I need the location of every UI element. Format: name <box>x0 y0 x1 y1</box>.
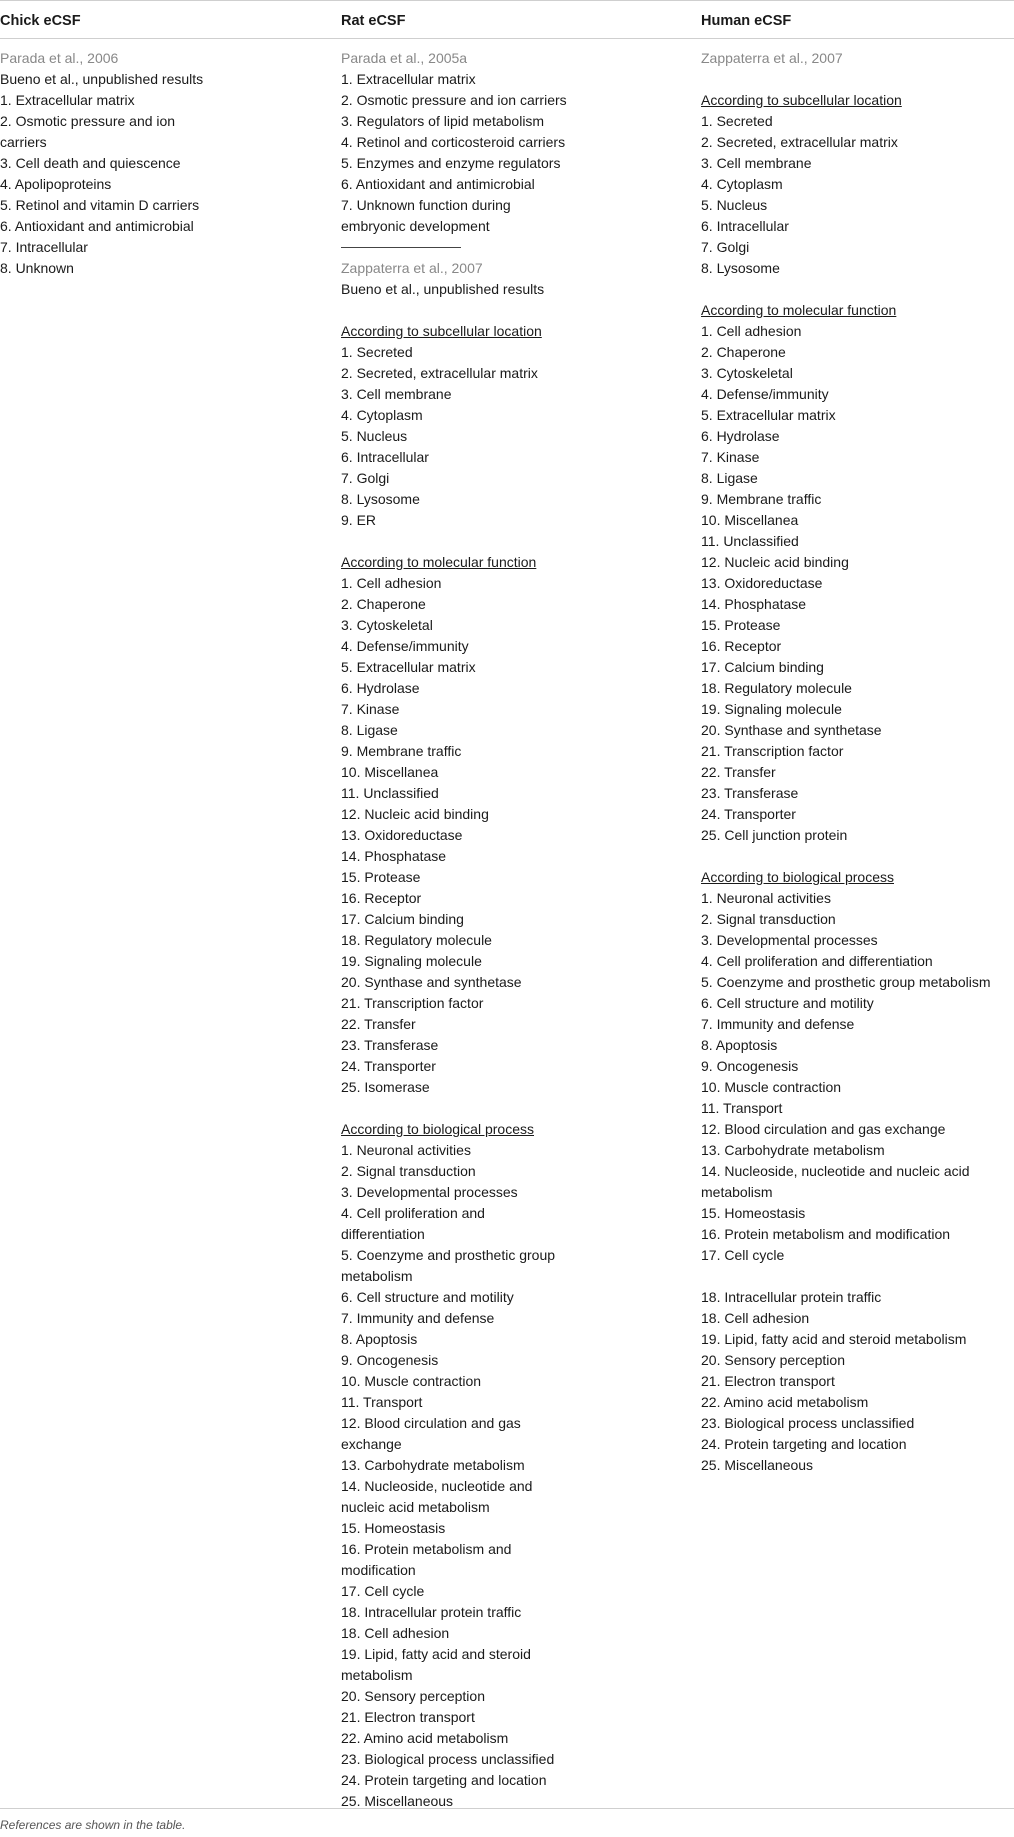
list-item: 5. Enzymes and enzyme regulators <box>341 155 561 171</box>
list-item: 10. Miscellanea <box>341 764 439 780</box>
list-item: 11. Transport <box>341 1394 423 1410</box>
list-item: 13. Oxidoreductase <box>701 575 823 591</box>
list-item: 4. Cell proliferation and differentiation <box>701 953 933 969</box>
list-item: 1. Neuronal activities <box>701 890 831 906</box>
list-item: 2. Osmotic pressure and ion <box>0 113 176 129</box>
divider-line <box>341 247 461 248</box>
spacer <box>701 1266 1014 1287</box>
list-item: 4. Defense/immunity <box>701 386 829 402</box>
list-item: 1. Secreted <box>341 344 413 360</box>
list-item: 3. Developmental processes <box>701 932 878 948</box>
table-bottom-rule <box>0 1808 1014 1809</box>
list-item: 4. Retinol and corticosteroid carriers <box>341 134 566 150</box>
list-item: 18. Intracellular protein traffic <box>341 1604 522 1620</box>
list-item: 5. Nucleus <box>341 428 408 444</box>
list-item: 6. Hydrolase <box>341 680 420 696</box>
list-item: 20. Synthase and synthetase <box>341 974 522 990</box>
list-item: 23. Transferase <box>341 1037 439 1053</box>
reference-citation: Zappaterra et al., 2007 <box>701 50 843 66</box>
list-item: 18. Regulatory molecule <box>341 932 492 948</box>
list-item: 12. Nucleic acid binding <box>341 806 489 822</box>
list-item: 5. Nucleus <box>701 197 768 213</box>
list-item: 7. Kinase <box>701 449 760 465</box>
list-item: 15. Homeostasis <box>701 1205 806 1221</box>
list-item: Bueno et al., unpublished results <box>341 281 545 297</box>
list-item: 19. Lipid, fatty acid and steroid <box>341 1646 531 1662</box>
list-item: 11. Transport <box>701 1100 783 1116</box>
category-heading: According to subcellular location <box>341 323 542 339</box>
list-item: 22. Transfer <box>701 764 776 780</box>
list-item: 10. Muscle contraction <box>701 1079 842 1095</box>
list-item: 8. Apoptosis <box>341 1331 418 1347</box>
table-header-row <box>0 0 1014 39</box>
list-item: nucleic acid metabolism <box>341 1499 490 1515</box>
list-item: 2. Secreted, extracellular matrix <box>701 134 898 150</box>
list-item: 21. Electron transport <box>341 1709 475 1725</box>
list-item: 10. Miscellanea <box>701 512 799 528</box>
list-item: exchange <box>341 1436 402 1452</box>
list-item: 21. Transcription factor <box>701 743 844 759</box>
category-heading: According to subcellular location <box>701 92 902 108</box>
list-item: 17. Calcium binding <box>341 911 464 927</box>
list-item: 22. Amino acid metabolism <box>341 1730 509 1746</box>
reference-citation: Parada et al., 2006 <box>0 50 119 66</box>
list-item: 24. Transporter <box>701 806 796 822</box>
list-item: 15. Protease <box>701 617 781 633</box>
list-item: 13. Carbohydrate metabolism <box>701 1142 885 1158</box>
list-item: 9. Oncogenesis <box>701 1058 799 1074</box>
list-item: 14. Nucleoside, nucleotide and nucleic acid <box>701 1163 970 1179</box>
list-item: 12. Nucleic acid binding <box>701 554 849 570</box>
list-item: 17. Cell cycle <box>341 1583 425 1599</box>
list-item: 6. Antioxidant and antimicrobial <box>0 218 194 234</box>
spacer <box>341 1098 691 1119</box>
list-item: metabolism <box>341 1667 413 1683</box>
header-human: Human eCSF <box>701 13 792 29</box>
list-item: 5. Coenzyme and prosthetic group metabolism <box>701 974 991 990</box>
category-heading: According to biological process <box>701 869 894 885</box>
list-item: 1. Neuronal activities <box>341 1142 471 1158</box>
list-item: 8. Unknown <box>0 260 74 276</box>
list-item: 24. Protein targeting and location <box>341 1772 547 1788</box>
list-item: 22. Amino acid metabolism <box>701 1394 869 1410</box>
list-item: 1. Cell adhesion <box>701 323 802 339</box>
list-item: 4. Cytoplasm <box>341 407 423 423</box>
list-item: 8. Lysosome <box>701 260 780 276</box>
list-item: 8. Apoptosis <box>701 1037 778 1053</box>
list-item: 23. Biological process unclassified <box>341 1751 555 1767</box>
list-item: 9. Oncogenesis <box>341 1352 439 1368</box>
list-item: 7. Unknown function during <box>341 197 511 213</box>
list-item: 21. Electron transport <box>701 1373 835 1389</box>
list-item: 17. Cell cycle <box>701 1247 785 1263</box>
list-item: 12. Blood circulation and gas <box>341 1415 521 1431</box>
list-item: 8. Ligase <box>341 722 398 738</box>
spacer <box>701 69 1014 90</box>
list-item: 24. Transporter <box>341 1058 436 1074</box>
list-item: 16. Receptor <box>701 638 782 654</box>
list-item: 25. Isomerase <box>341 1079 430 1095</box>
category-heading: According to molecular function <box>701 302 897 318</box>
list-item: 2. Chaperone <box>701 344 786 360</box>
list-item: 20. Synthase and synthetase <box>701 722 882 738</box>
human-column <box>701 48 1014 1476</box>
list-item: 20. Sensory perception <box>701 1352 845 1368</box>
list-item: 1. Cell adhesion <box>341 575 442 591</box>
spacer <box>341 531 691 552</box>
list-item: 6. Cell structure and motility <box>701 995 874 1011</box>
list-item: 19. Signaling molecule <box>701 701 842 717</box>
spacer <box>341 300 691 321</box>
list-item: 16. Receptor <box>341 890 422 906</box>
list-item: 7. Immunity and defense <box>341 1310 495 1326</box>
list-item: 2. Signal transduction <box>701 911 836 927</box>
list-item: 13. Carbohydrate metabolism <box>341 1457 525 1473</box>
list-item: 3. Developmental processes <box>341 1184 518 1200</box>
list-item: 9. ER <box>341 512 377 528</box>
list-item: 5. Retinol and vitamin D carriers <box>0 197 200 213</box>
list-item: embryonic development <box>341 218 490 234</box>
spacer <box>701 846 1014 867</box>
rat-column <box>341 48 691 1812</box>
spacer <box>701 279 1014 300</box>
list-item: 3. Cytoskeletal <box>341 617 433 633</box>
list-item: 14. Phosphatase <box>701 596 807 612</box>
list-item: 6. Hydrolase <box>701 428 780 444</box>
header-rat: Rat eCSF <box>341 13 406 29</box>
list-item: 15. Protease <box>341 869 421 885</box>
list-item: 6. Cell structure and motility <box>341 1289 514 1305</box>
list-item: 2. Secreted, extracellular matrix <box>341 365 538 381</box>
list-item: 11. Unclassified <box>341 785 439 801</box>
list-item: 25. Cell junction protein <box>701 827 848 843</box>
list-item: differentiation <box>341 1226 425 1242</box>
list-item: metabolism <box>701 1184 773 1200</box>
list-item: 14. Phosphatase <box>341 848 447 864</box>
list-item: 23. Biological process unclassified <box>701 1415 915 1431</box>
list-item: 18. Cell adhesion <box>341 1625 450 1641</box>
list-item: carriers <box>0 134 47 150</box>
list-item: 4. Cytoplasm <box>701 176 783 192</box>
list-item: 7. Kinase <box>341 701 400 717</box>
list-item: 12. Blood circulation and gas exchange <box>701 1121 946 1137</box>
list-item: 1. Secreted <box>701 113 773 129</box>
category-heading: According to biological process <box>341 1121 534 1137</box>
list-item: 2. Signal transduction <box>341 1163 476 1179</box>
list-item: 7. Intracellular <box>0 239 88 255</box>
list-item: 6. Intracellular <box>701 218 789 234</box>
list-item: 24. Protein targeting and location <box>701 1436 907 1452</box>
list-item: 3. Cell membrane <box>701 155 812 171</box>
table-footnote: References are shown in the table. <box>0 1818 186 1832</box>
list-item: 25. Miscellaneous <box>341 1793 454 1809</box>
list-item: 1. Extracellular matrix <box>0 92 135 108</box>
header-chick: Chick eCSF <box>0 13 81 29</box>
list-item: 25. Miscellaneous <box>701 1457 814 1473</box>
list-item: 3. Regulators of lipid metabolism <box>341 113 545 129</box>
list-item: 4. Cell proliferation and <box>341 1205 485 1221</box>
chick-column <box>0 48 330 279</box>
list-item: 13. Oxidoreductase <box>341 827 463 843</box>
list-item: 18. Intracellular protein traffic <box>701 1289 882 1305</box>
list-item: 7. Immunity and defense <box>701 1016 855 1032</box>
list-item: 9. Membrane traffic <box>341 743 462 759</box>
list-item: 7. Golgi <box>341 470 390 486</box>
list-item: 16. Protein metabolism and <box>341 1541 512 1557</box>
list-item: 3. Cell death and quiescence <box>0 155 181 171</box>
list-item: 8. Lysosome <box>341 491 420 507</box>
list-item: 5. Extracellular matrix <box>341 659 476 675</box>
list-item: 3. Cell membrane <box>341 386 452 402</box>
list-item: 16. Protein metabolism and modification <box>701 1226 951 1242</box>
list-item: 4. Defense/immunity <box>341 638 469 654</box>
reference-citation: Parada et al., 2005a <box>341 50 468 66</box>
list-item: 20. Sensory perception <box>341 1688 485 1704</box>
list-item: 19. Lipid, fatty acid and steroid metabolism <box>701 1331 967 1347</box>
list-item: 23. Transferase <box>701 785 799 801</box>
list-item: 22. Transfer <box>341 1016 416 1032</box>
section-divider <box>341 237 691 258</box>
category-heading: According to molecular function <box>341 554 537 570</box>
list-item: 5. Extracellular matrix <box>701 407 836 423</box>
list-item: 5. Coenzyme and prosthetic group <box>341 1247 556 1263</box>
list-item: 14. Nucleoside, nucleotide and <box>341 1478 533 1494</box>
list-item: 18. Regulatory molecule <box>701 680 852 696</box>
list-item: 6. Intracellular <box>341 449 429 465</box>
list-item: 8. Ligase <box>701 470 758 486</box>
list-item: 2. Osmotic pressure and ion carriers <box>341 92 567 108</box>
list-item: 10. Muscle contraction <box>341 1373 482 1389</box>
list-item: 6. Antioxidant and antimicrobial <box>341 176 535 192</box>
list-item: 3. Cytoskeletal <box>701 365 793 381</box>
list-item: 15. Homeostasis <box>341 1520 446 1536</box>
list-item: 18. Cell adhesion <box>701 1310 810 1326</box>
reference-citation: Zappaterra et al., 2007 <box>341 260 483 276</box>
list-item: 11. Unclassified <box>701 533 799 549</box>
list-item: Bueno et al., unpublished results <box>0 71 204 87</box>
list-item: 19. Signaling molecule <box>341 953 482 969</box>
list-item: modification <box>341 1562 416 1578</box>
list-item: 4. Apolipoproteins <box>0 176 112 192</box>
list-item: 2. Chaperone <box>341 596 426 612</box>
list-item: 9. Membrane traffic <box>701 491 822 507</box>
list-item: 7. Golgi <box>701 239 750 255</box>
list-item: 17. Calcium binding <box>701 659 824 675</box>
list-item: 21. Transcription factor <box>341 995 484 1011</box>
list-item: metabolism <box>341 1268 413 1284</box>
list-item: 1. Extracellular matrix <box>341 71 476 87</box>
